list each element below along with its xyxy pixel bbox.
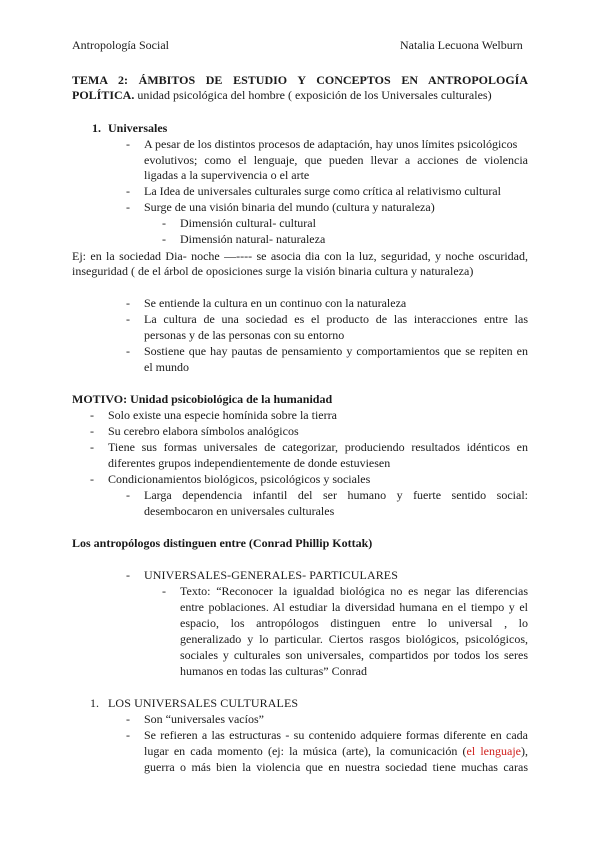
motivo-heading [72,392,332,407]
bullet-dash: - [126,712,130,726]
list-item: La Idea de universales culturales surge como crítica al relativismo cultural [144,184,501,198]
bullet-dash: - [126,137,130,151]
bullet-dash: - [126,312,130,326]
list-item: personas y de las personas con su entorno [144,328,345,342]
list-item [144,744,528,759]
bullet-dash: - [126,296,130,310]
example-line: inseguridad ( de el árbol de oposiciones surge la visión binaria cultura y naturaleza) [72,264,474,278]
list-item: guerra o más bien la violencia que en nuestra sociedad tiene muchas caras [144,760,528,774]
section1-number: 1. [92,121,101,135]
quote-line: sociales y culturales son universales, compartidos por todos los seres [180,648,528,662]
list-item: desembocaron en universales culturales [144,504,335,518]
quote-line: generalizado y lo particular. Ciertos rasgos biológicos, psicológicos, [180,632,528,646]
bullet-dash: - [90,408,94,422]
quote-line: humanos en todas las culturas” Conrad [180,664,367,678]
subbullet-dash: - [126,488,130,502]
text-span: lugar en cada momento (ej: la música (arte), la comunicación ( [144,744,467,758]
list-item: Son “universales vacíos” [144,712,264,726]
text-span: ), [521,744,528,758]
list-item: Condicionamientos biológicos, psicológicos y sociales [108,472,371,486]
list-item: Su cerebro elabora símbolos analógicos [108,424,299,438]
list-item: Se refieren a las estructuras - su contenido adquiere formas diferente en cada [144,728,528,742]
header-author: Natalia Lecuona Welburn [400,38,523,52]
motivo-title: Unidad psicobiológica de la humanidad [130,392,333,406]
list-item: Surge de una visión binaria del mundo (cultura y naturaleza) [144,200,435,214]
bullet-dash: - [90,440,94,454]
subbullet-dash: - [162,584,166,598]
bullet-dash: - [90,472,94,486]
list-item: Dimensión cultural- cultural [180,216,316,230]
section1-heading: Universales [108,121,168,135]
title-line-1: TEMA 2: ÁMBITOS DE ESTUDIO Y CONCEPTOS EN ANTROPOLOGÍA [72,73,528,87]
highlighted-text: el lenguaje [466,744,521,758]
list-item: Sostiene que hay pautas de pensamiento y comportamientos que se repiten en [144,344,528,358]
list-item: La cultura de una sociedad es el producto de las interacciones entre las [144,312,528,326]
quote-line: espacio, los antropólogos distinguen entre lo universal , lo [180,616,528,630]
subbullet-dash: - [162,216,166,230]
list-item: evolutivos; como el lenguaje, que pueden llevar a acciones de violencia [144,153,528,167]
bullet-dash: - [126,728,130,742]
bullet-dash: - [90,424,94,438]
example-line: Ej: en la sociedad Dia- noche —---- se asocia dia con la luz, seguridad, y noche oscuridad, [72,249,528,263]
list-item: ligadas a la supervivencia o el arte [144,168,310,182]
title-line-2 [72,88,492,103]
quote-line: entre poblaciones. Al estudiar la diversidad humana en el tiempo y el [180,600,528,614]
header-course: Antropología Social [72,38,169,52]
list-item: Solo existe una especie homínida sobre la tierra [108,408,337,422]
list-item: diferentes grupos independientemente de donde estuviesen [108,456,391,470]
title-subtitle: unidad psicológica del hombre ( exposición de los Universales culturales) [134,88,492,102]
list-item: A pesar de los distintos procesos de adaptación, hay unos límites psicológicos [144,137,518,151]
list-item: Se entiende la cultura en un continuo con la naturaleza [144,296,407,310]
bullet-dash: - [126,568,130,582]
kottak-bullet: UNIVERSALES-GENERALES- PARTICULARES [144,568,399,582]
list-item: Tiene sus formas universales de categorizar, produciendo resultados idénticos en [108,440,528,454]
bullet-dash: - [126,184,130,198]
section2-number: 1. [90,696,99,710]
list-item: el mundo [144,360,189,374]
quote-line: Texto: “Reconocer la igualdad biológica no es negar las diferencias [180,584,528,598]
section2-heading: LOS UNIVERSALES CULTURALES [108,696,299,710]
kottak-heading: Los antropólogos distinguen entre (Conrad Phillip Kottak) [72,536,373,550]
title-bold: POLÍTICA. [72,88,135,102]
list-item: Larga dependencia infantil del ser humano y fuerte sentido social: [144,488,528,502]
list-item: Dimensión natural- naturaleza [180,232,326,246]
subbullet-dash: - [162,232,166,246]
motivo-label: MOTIVO: [72,392,131,406]
bullet-dash: - [126,344,130,358]
bullet-dash: - [126,200,130,214]
